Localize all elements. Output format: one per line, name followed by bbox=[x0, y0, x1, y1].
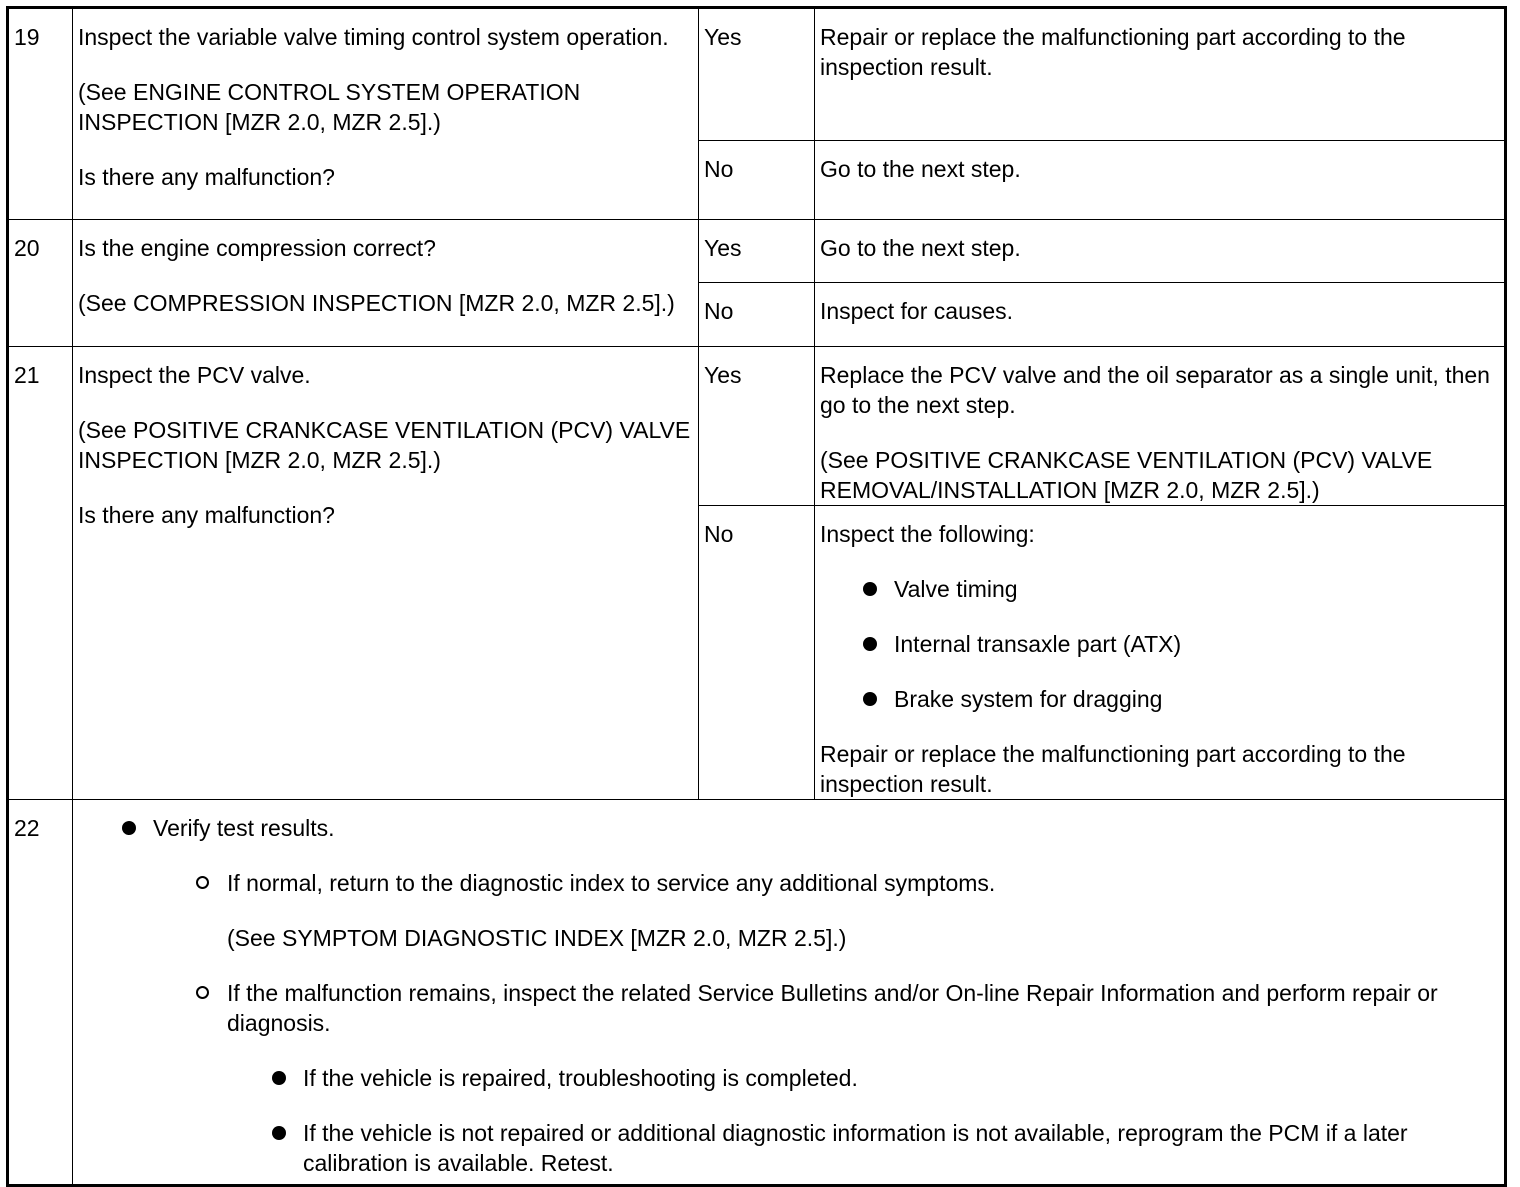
step-number: 19 bbox=[8, 8, 73, 220]
inspection-question: Is there any malfunction? bbox=[78, 502, 335, 528]
inspection-text: Inspect the variable valve timing control system operation. bbox=[78, 24, 669, 50]
action-no: Go to the next step. bbox=[815, 141, 1506, 220]
remains-sub-list bbox=[227, 1063, 1498, 1178]
inspection-reference: (See ENGINE CONTROL SYSTEM OPERATION INSPECTION [MZR 2.0, MZR 2.5].) bbox=[78, 79, 581, 135]
inspection-text: Is the engine compression correct? bbox=[78, 235, 436, 261]
result-no: No bbox=[699, 506, 815, 800]
step-21-yes-row bbox=[8, 347, 1506, 506]
action-yes: Go to the next step. bbox=[815, 220, 1506, 283]
verify-list bbox=[78, 813, 1498, 1178]
verify-sub-list bbox=[153, 868, 1498, 1178]
step-number: 21 bbox=[8, 347, 73, 800]
action-no: Inspect for causes. bbox=[815, 283, 1506, 347]
inspection-cell bbox=[73, 8, 699, 220]
list-item: If the vehicle is not repaired or additional diagnostic information is not available, reprogram the PCM if a later calibration is available. Retest. bbox=[303, 1118, 1498, 1178]
action-yes-text: Replace the PCV valve and the oil separator as a single unit, then go to the next step. bbox=[820, 362, 1490, 418]
inspection-cell bbox=[73, 220, 699, 347]
verify-main-text: Verify test results. bbox=[153, 815, 335, 841]
action-yes: Repair or replace the malfunctioning part according to the inspection result. bbox=[815, 8, 1506, 141]
result-no: No bbox=[699, 141, 815, 220]
verify-cell bbox=[73, 800, 1506, 1186]
action-yes-reference: (See POSITIVE CRANKCASE VENTILATION (PCV) VALVE REMOVAL/INSTALLATION [MZR 2.0, MZR 2.5].) bbox=[820, 447, 1433, 503]
inspection-reference: (See POSITIVE CRANKCASE VENTILATION (PCV) VALVE INSPECTION [MZR 2.0, MZR 2.5].) bbox=[78, 417, 691, 473]
result-yes: Yes bbox=[699, 347, 815, 506]
normal-text: If normal, return to the diagnostic index to service any additional symptoms. bbox=[227, 870, 996, 896]
list-item: Internal transaxle part (ATX) bbox=[894, 629, 1498, 659]
result-no: No bbox=[699, 283, 815, 347]
inspect-items-list bbox=[820, 574, 1498, 714]
inspection-question: Is there any malfunction? bbox=[78, 164, 335, 190]
list-item bbox=[227, 978, 1498, 1178]
action-no-outro: Repair or replace the malfunctioning part according to the inspection result. bbox=[820, 741, 1406, 797]
result-yes: Yes bbox=[699, 8, 815, 141]
normal-reference: (See SYMPTOM DIAGNOSTIC INDEX [MZR 2.0, MZR 2.5].) bbox=[227, 925, 847, 951]
step-19-yes-row bbox=[8, 8, 1506, 141]
inspection-cell bbox=[73, 347, 699, 800]
step-20-yes-row bbox=[8, 220, 1506, 283]
list-item bbox=[227, 868, 1498, 953]
diagnostic-procedure-table bbox=[6, 6, 1507, 1187]
inspection-reference: (See COMPRESSION INSPECTION [MZR 2.0, MZR 2.5].) bbox=[78, 290, 675, 316]
list-item: Brake system for dragging bbox=[894, 684, 1498, 714]
step-number: 22 bbox=[8, 800, 73, 1186]
action-no-intro: Inspect the following: bbox=[820, 521, 1035, 547]
action-yes-cell bbox=[815, 347, 1506, 506]
list-item: Valve timing bbox=[894, 574, 1498, 604]
list-item bbox=[153, 813, 1498, 1178]
remains-text: If the malfunction remains, inspect the related Service Bulletins and/or On-line Repair Information and perform repair or diagnosis. bbox=[227, 980, 1438, 1036]
result-yes: Yes bbox=[699, 220, 815, 283]
inspection-text: Inspect the PCV valve. bbox=[78, 362, 311, 388]
step-number: 20 bbox=[8, 220, 73, 347]
list-item: If the vehicle is repaired, troubleshooting is completed. bbox=[303, 1063, 1498, 1093]
action-no-cell bbox=[815, 506, 1506, 800]
step-22-row bbox=[8, 800, 1506, 1186]
